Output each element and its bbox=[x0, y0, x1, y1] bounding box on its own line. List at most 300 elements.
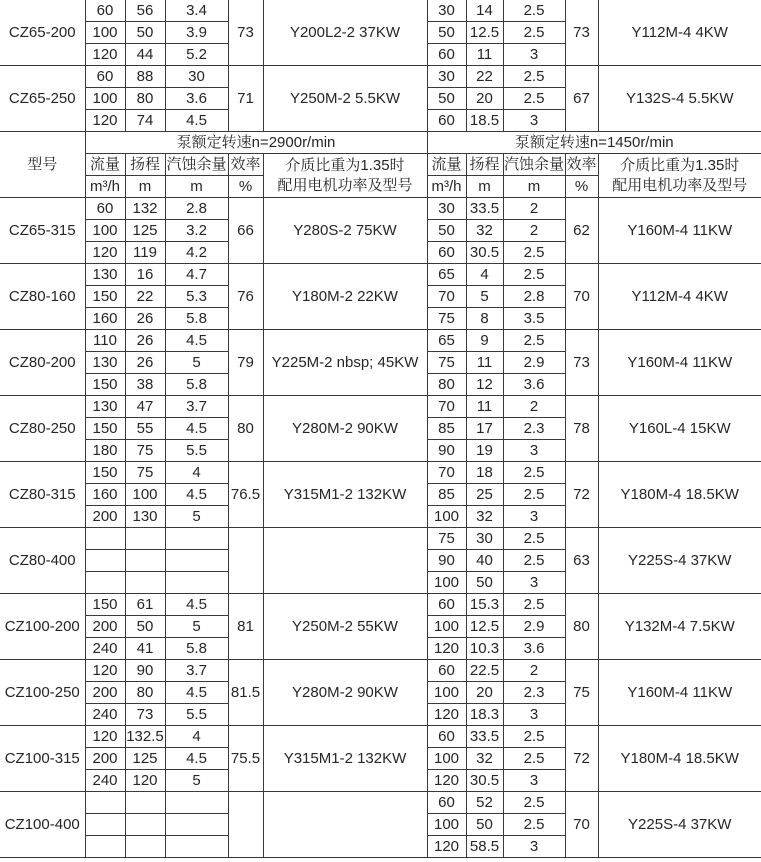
left-npsh-cell: 3.9 bbox=[165, 22, 228, 44]
right-npsh-cell: 3 bbox=[503, 704, 565, 726]
left-head-cell: 119 bbox=[125, 242, 165, 264]
left-efficiency-cell: 80 bbox=[228, 396, 263, 462]
left-head-cell bbox=[125, 792, 165, 814]
left-npsh-cell: 3.7 bbox=[165, 660, 228, 682]
right-flow-cell: 100 bbox=[427, 572, 466, 594]
right-flow-cell: 100 bbox=[427, 748, 466, 770]
right-motor-cell: Y132S-4 5.5KW bbox=[598, 66, 761, 132]
right-head-cell: 50 bbox=[466, 814, 503, 836]
right-head-cell: 22 bbox=[466, 66, 503, 88]
right-motor-cell: Y160M-4 11KW bbox=[598, 198, 761, 264]
right-npsh-cell: 2.5 bbox=[503, 242, 565, 264]
table-header-section bbox=[0, 132, 761, 198]
left-efficiency-cell: 75.5 bbox=[228, 726, 263, 792]
right-npsh-cell: 3 bbox=[503, 770, 565, 792]
right-efficiency-cell: 73 bbox=[565, 0, 598, 66]
left-npsh-cell bbox=[165, 792, 228, 814]
left-head-cell: 50 bbox=[125, 616, 165, 638]
right-motor-cell: Y180M-4 18.5KW bbox=[598, 726, 761, 792]
left-npsh-cell: 5.8 bbox=[165, 638, 228, 660]
left-motor-cell: Y250M-2 5.5KW bbox=[263, 66, 427, 132]
right-motor-header-line1: 介质比重为1.35时 bbox=[620, 156, 740, 174]
right-npsh-cell: 2.5 bbox=[503, 22, 565, 44]
right-flow-cell: 70 bbox=[427, 396, 466, 418]
right-head-cell: 58.5 bbox=[466, 836, 503, 858]
left-npsh-cell: 3.6 bbox=[165, 88, 228, 110]
left-npsh-cell: 30 bbox=[165, 66, 228, 88]
right-head-cell: 11 bbox=[466, 44, 503, 66]
right-flow-cell: 90 bbox=[427, 440, 466, 462]
left-npsh-cell: 3.4 bbox=[165, 0, 228, 22]
left-npsh-cell: 5 bbox=[165, 506, 228, 528]
right-head-cell: 52 bbox=[466, 792, 503, 814]
right-efficiency-cell: 67 bbox=[565, 66, 598, 132]
model-cell: CZ100-250 bbox=[0, 660, 85, 726]
left-flow-cell: 130 bbox=[85, 352, 125, 374]
left-motor-cell: Y280M-2 90KW bbox=[263, 660, 427, 726]
right-flow-cell: 90 bbox=[427, 550, 466, 572]
right-npsh-cell: 2.5 bbox=[503, 330, 565, 352]
left-efficiency-cell: 66 bbox=[228, 198, 263, 264]
left-flow-cell: 100 bbox=[85, 22, 125, 44]
left-head-cell: 56 bbox=[125, 0, 165, 22]
right-eff-header: 效率 bbox=[565, 154, 598, 176]
left-head-unit: m bbox=[125, 176, 165, 198]
left-npsh-unit: m bbox=[165, 176, 228, 198]
right-head-cell: 33.5 bbox=[466, 198, 503, 220]
right-npsh-cell: 3 bbox=[503, 506, 565, 528]
table-row bbox=[0, 792, 761, 814]
right-npsh-cell: 2.3 bbox=[503, 418, 565, 440]
left-head-cell: 75 bbox=[125, 440, 165, 462]
left-flow-cell: 120 bbox=[85, 726, 125, 748]
right-head-cell: 40 bbox=[466, 550, 503, 572]
left-flow-cell bbox=[85, 792, 125, 814]
right-head-header: 扬程 bbox=[466, 154, 503, 176]
left-npsh-cell: 5.5 bbox=[165, 704, 228, 726]
left-motor-cell: Y250M-2 55KW bbox=[263, 594, 427, 660]
left-motor-cell: Y315M1-2 132KW bbox=[263, 726, 427, 792]
right-npsh-cell: 2.5 bbox=[503, 88, 565, 110]
model-cell: CZ100-400 bbox=[0, 792, 85, 858]
left-head-cell: 74 bbox=[125, 110, 165, 132]
left-head-cell: 26 bbox=[125, 352, 165, 374]
left-npsh-cell: 3.7 bbox=[165, 396, 228, 418]
left-head-cell: 132.5 bbox=[125, 726, 165, 748]
right-head-cell: 25 bbox=[466, 484, 503, 506]
left-motor-cell bbox=[263, 528, 427, 594]
right-flow-cell: 100 bbox=[427, 506, 466, 528]
left-efficiency-cell: 73 bbox=[228, 0, 263, 66]
right-head-cell: 32 bbox=[466, 506, 503, 528]
right-efficiency-cell: 78 bbox=[565, 396, 598, 462]
right-flow-unit: m³/h bbox=[427, 176, 466, 198]
left-head-cell: 38 bbox=[125, 374, 165, 396]
right-motor-cell: Y180M-4 18.5KW bbox=[598, 462, 761, 528]
left-head-cell: 22 bbox=[125, 286, 165, 308]
table-row bbox=[0, 594, 761, 616]
left-motor-cell: Y180M-2 22KW bbox=[263, 264, 427, 330]
table-row bbox=[0, 264, 761, 286]
model-column-header: 型号 bbox=[0, 132, 85, 198]
right-motor-header-line2: 配用电机功率及型号 bbox=[612, 176, 748, 194]
left-head-cell: 100 bbox=[125, 484, 165, 506]
right-flow-cell: 60 bbox=[427, 242, 466, 264]
left-flow-cell: 150 bbox=[85, 418, 125, 440]
left-npsh-cell: 5 bbox=[165, 352, 228, 374]
right-motor-cell: Y160M-4 11KW bbox=[598, 330, 761, 396]
left-npsh-cell: 4.5 bbox=[165, 594, 228, 616]
left-npsh-cell: 5.8 bbox=[165, 308, 228, 330]
left-flow-cell bbox=[85, 528, 125, 550]
left-head-cell: 125 bbox=[125, 220, 165, 242]
left-motor-cell: Y280M-2 90KW bbox=[263, 396, 427, 462]
right-flow-header: 流量 bbox=[427, 154, 466, 176]
right-head-cell: 14 bbox=[466, 0, 503, 22]
right-flow-cell: 80 bbox=[427, 374, 466, 396]
left-flow-cell: 240 bbox=[85, 704, 125, 726]
right-flow-cell: 75 bbox=[427, 528, 466, 550]
right-npsh-cell: 2.5 bbox=[503, 748, 565, 770]
left-motor-header-line2: 配用电机功率及型号 bbox=[277, 176, 413, 194]
right-efficiency-cell: 75 bbox=[565, 660, 598, 726]
table-top-section bbox=[0, 0, 761, 132]
right-head-cell: 8 bbox=[466, 308, 503, 330]
right-npsh-cell: 3 bbox=[503, 110, 565, 132]
left-motor-cell bbox=[263, 792, 427, 858]
model-cell: CZ80-200 bbox=[0, 330, 85, 396]
right-efficiency-cell: 63 bbox=[565, 528, 598, 594]
left-speed-header: 泵额定转速n=2900r/min bbox=[85, 132, 427, 154]
right-head-cell: 32 bbox=[466, 220, 503, 242]
right-head-cell: 19 bbox=[466, 440, 503, 462]
right-head-cell: 30.5 bbox=[466, 770, 503, 792]
right-flow-cell: 30 bbox=[427, 0, 466, 22]
right-npsh-cell: 2.8 bbox=[503, 286, 565, 308]
right-flow-cell: 120 bbox=[427, 770, 466, 792]
right-efficiency-cell: 72 bbox=[565, 462, 598, 528]
right-flow-cell: 75 bbox=[427, 352, 466, 374]
right-motor-header bbox=[598, 154, 761, 198]
left-npsh-cell bbox=[165, 550, 228, 572]
model-cell: CZ65-200 bbox=[0, 0, 85, 66]
column-label-row bbox=[0, 154, 761, 176]
right-flow-cell: 75 bbox=[427, 308, 466, 330]
left-npsh-cell: 4 bbox=[165, 462, 228, 484]
left-npsh-cell bbox=[165, 814, 228, 836]
right-efficiency-cell: 72 bbox=[565, 726, 598, 792]
left-npsh-cell: 4.5 bbox=[165, 484, 228, 506]
right-npsh-cell: 2.5 bbox=[503, 0, 565, 22]
right-efficiency-cell: 73 bbox=[565, 330, 598, 396]
right-head-cell: 17 bbox=[466, 418, 503, 440]
right-flow-cell: 120 bbox=[427, 704, 466, 726]
right-efficiency-cell: 80 bbox=[565, 594, 598, 660]
right-flow-cell: 50 bbox=[427, 22, 466, 44]
left-flow-cell bbox=[85, 814, 125, 836]
left-head-header: 扬程 bbox=[125, 154, 165, 176]
left-head-cell: 16 bbox=[125, 264, 165, 286]
left-efficiency-cell: 71 bbox=[228, 66, 263, 132]
right-head-cell: 12 bbox=[466, 374, 503, 396]
left-flow-cell: 180 bbox=[85, 440, 125, 462]
left-efficiency-cell bbox=[228, 792, 263, 858]
left-flow-cell: 60 bbox=[85, 0, 125, 22]
right-npsh-cell: 2.5 bbox=[503, 814, 565, 836]
left-flow-cell: 60 bbox=[85, 66, 125, 88]
left-eff-unit: % bbox=[228, 176, 263, 198]
right-npsh-cell: 2.5 bbox=[503, 726, 565, 748]
left-head-cell: 130 bbox=[125, 506, 165, 528]
right-flow-cell: 30 bbox=[427, 66, 466, 88]
model-cell: CZ80-315 bbox=[0, 462, 85, 528]
left-motor-cell: Y280S-2 75KW bbox=[263, 198, 427, 264]
left-npsh-cell: 4.5 bbox=[165, 748, 228, 770]
left-flow-cell: 160 bbox=[85, 308, 125, 330]
right-efficiency-cell: 62 bbox=[565, 198, 598, 264]
left-flow-cell: 200 bbox=[85, 682, 125, 704]
left-head-cell: 120 bbox=[125, 770, 165, 792]
left-npsh-cell: 5 bbox=[165, 616, 228, 638]
right-head-cell: 18.3 bbox=[466, 704, 503, 726]
left-motor-header-line1: 介质比重为1.35时 bbox=[285, 156, 405, 174]
right-flow-cell: 60 bbox=[427, 594, 466, 616]
right-flow-cell: 60 bbox=[427, 110, 466, 132]
right-flow-cell: 60 bbox=[427, 792, 466, 814]
right-head-cell: 20 bbox=[466, 682, 503, 704]
right-flow-cell: 120 bbox=[427, 836, 466, 858]
right-head-cell: 18 bbox=[466, 462, 503, 484]
right-flow-cell: 65 bbox=[427, 264, 466, 286]
left-npsh-cell: 5.2 bbox=[165, 44, 228, 66]
right-head-cell: 4 bbox=[466, 264, 503, 286]
table-main-section bbox=[0, 198, 761, 858]
left-flow-cell bbox=[85, 836, 125, 858]
right-flow-cell: 100 bbox=[427, 814, 466, 836]
left-flow-cell: 200 bbox=[85, 616, 125, 638]
right-motor-cell: Y225S-4 37KW bbox=[598, 528, 761, 594]
right-flow-cell: 60 bbox=[427, 726, 466, 748]
left-head-cell: 132 bbox=[125, 198, 165, 220]
right-flow-cell: 70 bbox=[427, 286, 466, 308]
left-flow-cell: 200 bbox=[85, 506, 125, 528]
left-flow-cell: 150 bbox=[85, 286, 125, 308]
right-speed-header: 泵额定转速n=1450r/min bbox=[427, 132, 761, 154]
left-head-cell: 61 bbox=[125, 594, 165, 616]
left-efficiency-cell: 76.5 bbox=[228, 462, 263, 528]
left-head-cell: 50 bbox=[125, 22, 165, 44]
right-flow-cell: 70 bbox=[427, 462, 466, 484]
right-head-cell: 10.3 bbox=[466, 638, 503, 660]
left-flow-cell: 160 bbox=[85, 484, 125, 506]
right-motor-cell: Y160M-4 11KW bbox=[598, 660, 761, 726]
model-cell: CZ80-400 bbox=[0, 528, 85, 594]
right-npsh-cell: 3 bbox=[503, 572, 565, 594]
right-flow-cell: 30 bbox=[427, 198, 466, 220]
left-head-cell: 75 bbox=[125, 462, 165, 484]
model-cell: CZ65-315 bbox=[0, 198, 85, 264]
left-head-cell: 73 bbox=[125, 704, 165, 726]
right-npsh-cell: 2.9 bbox=[503, 616, 565, 638]
left-head-cell: 47 bbox=[125, 396, 165, 418]
right-head-unit: m bbox=[466, 176, 503, 198]
right-flow-cell: 85 bbox=[427, 484, 466, 506]
right-motor-cell: Y160L-4 15KW bbox=[598, 396, 761, 462]
left-efficiency-cell: 79 bbox=[228, 330, 263, 396]
right-npsh-cell: 2 bbox=[503, 220, 565, 242]
right-eff-unit: % bbox=[565, 176, 598, 198]
left-head-cell: 80 bbox=[125, 682, 165, 704]
left-head-cell: 88 bbox=[125, 66, 165, 88]
right-head-cell: 50 bbox=[466, 572, 503, 594]
right-npsh-cell: 3.5 bbox=[503, 308, 565, 330]
right-head-cell: 15.3 bbox=[466, 594, 503, 616]
left-flow-cell: 130 bbox=[85, 396, 125, 418]
left-head-cell: 26 bbox=[125, 330, 165, 352]
left-npsh-cell: 4.5 bbox=[165, 330, 228, 352]
right-npsh-cell: 2.3 bbox=[503, 682, 565, 704]
left-flow-cell: 130 bbox=[85, 264, 125, 286]
left-motor-cell: Y200L2-2 37KW bbox=[263, 0, 427, 66]
right-flow-cell: 60 bbox=[427, 660, 466, 682]
left-npsh-cell bbox=[165, 572, 228, 594]
right-head-cell: 9 bbox=[466, 330, 503, 352]
table-row bbox=[0, 66, 761, 88]
left-flow-cell: 60 bbox=[85, 198, 125, 220]
left-head-cell: 41 bbox=[125, 638, 165, 660]
model-cell: CZ100-315 bbox=[0, 726, 85, 792]
right-npsh-cell: 2.5 bbox=[503, 484, 565, 506]
right-npsh-cell: 2.5 bbox=[503, 462, 565, 484]
right-flow-cell: 50 bbox=[427, 88, 466, 110]
left-head-cell bbox=[125, 836, 165, 858]
right-head-cell: 33.5 bbox=[466, 726, 503, 748]
model-cell: CZ100-200 bbox=[0, 594, 85, 660]
left-npsh-cell: 5 bbox=[165, 770, 228, 792]
left-flow-cell: 120 bbox=[85, 660, 125, 682]
right-npsh-cell: 2.5 bbox=[503, 66, 565, 88]
right-flow-cell: 100 bbox=[427, 616, 466, 638]
right-motor-cell: Y132M-4 7.5KW bbox=[598, 594, 761, 660]
left-efficiency-cell: 81 bbox=[228, 594, 263, 660]
right-head-cell: 5 bbox=[466, 286, 503, 308]
right-npsh-cell: 2.5 bbox=[503, 528, 565, 550]
left-flow-cell: 150 bbox=[85, 462, 125, 484]
table-row bbox=[0, 0, 761, 22]
left-motor-cell: Y315M1-2 132KW bbox=[263, 462, 427, 528]
table-row bbox=[0, 330, 761, 352]
left-head-cell bbox=[125, 572, 165, 594]
left-efficiency-cell: 76 bbox=[228, 264, 263, 330]
right-head-cell: 32 bbox=[466, 748, 503, 770]
left-motor-header bbox=[263, 154, 427, 198]
right-npsh-cell: 3.6 bbox=[503, 374, 565, 396]
left-flow-cell bbox=[85, 572, 125, 594]
left-motor-cell: Y225M-2 nbsp; 45KW bbox=[263, 330, 427, 396]
table-row bbox=[0, 462, 761, 484]
left-flow-cell: 240 bbox=[85, 770, 125, 792]
model-cell: CZ65-250 bbox=[0, 66, 85, 132]
left-npsh-cell: 5.5 bbox=[165, 440, 228, 462]
left-head-cell bbox=[125, 814, 165, 836]
left-head-cell: 55 bbox=[125, 418, 165, 440]
left-flow-cell: 240 bbox=[85, 638, 125, 660]
left-npsh-cell: 4.5 bbox=[165, 418, 228, 440]
left-npsh-cell: 4.5 bbox=[165, 110, 228, 132]
right-flow-cell: 65 bbox=[427, 330, 466, 352]
left-head-cell: 26 bbox=[125, 308, 165, 330]
right-npsh-cell: 3 bbox=[503, 440, 565, 462]
model-cell: CZ80-160 bbox=[0, 264, 85, 330]
left-npsh-cell: 5.8 bbox=[165, 374, 228, 396]
right-npsh-cell: 3.6 bbox=[503, 638, 565, 660]
right-motor-cell: Y225S-4 37KW bbox=[598, 792, 761, 858]
right-head-cell: 12.5 bbox=[466, 616, 503, 638]
right-head-cell: 12.5 bbox=[466, 22, 503, 44]
right-npsh-cell: 2.9 bbox=[503, 352, 565, 374]
left-npsh-cell: 3.2 bbox=[165, 220, 228, 242]
right-npsh-cell: 3 bbox=[503, 44, 565, 66]
right-flow-cell: 85 bbox=[427, 418, 466, 440]
right-flow-cell: 60 bbox=[427, 44, 466, 66]
left-flow-cell: 200 bbox=[85, 748, 125, 770]
right-npsh-cell: 2 bbox=[503, 198, 565, 220]
left-flow-cell bbox=[85, 550, 125, 572]
left-npsh-cell: 2.8 bbox=[165, 198, 228, 220]
left-npsh-cell: 5.3 bbox=[165, 286, 228, 308]
left-flow-cell: 120 bbox=[85, 110, 125, 132]
left-flow-unit: m³/h bbox=[85, 176, 125, 198]
left-npsh-cell bbox=[165, 528, 228, 550]
right-npsh-cell: 2.5 bbox=[503, 792, 565, 814]
left-head-cell bbox=[125, 528, 165, 550]
left-npsh-header: 汽蚀余量 bbox=[165, 154, 228, 176]
speed-header-row bbox=[0, 132, 761, 154]
left-flow-cell: 100 bbox=[85, 220, 125, 242]
right-npsh-cell: 2.5 bbox=[503, 550, 565, 572]
right-head-cell: 20 bbox=[466, 88, 503, 110]
right-npsh-unit: m bbox=[503, 176, 565, 198]
right-flow-cell: 120 bbox=[427, 638, 466, 660]
left-efficiency-cell bbox=[228, 528, 263, 594]
left-head-cell: 125 bbox=[125, 748, 165, 770]
right-flow-cell: 50 bbox=[427, 220, 466, 242]
right-head-cell: 11 bbox=[466, 352, 503, 374]
table-row bbox=[0, 660, 761, 682]
right-head-cell: 18.5 bbox=[466, 110, 503, 132]
left-efficiency-cell: 81.5 bbox=[228, 660, 263, 726]
right-head-cell: 30.5 bbox=[466, 242, 503, 264]
left-flow-cell: 150 bbox=[85, 594, 125, 616]
right-motor-cell: Y112M-4 4KW bbox=[598, 264, 761, 330]
right-head-cell: 30 bbox=[466, 528, 503, 550]
right-npsh-cell: 2.5 bbox=[503, 264, 565, 286]
left-npsh-cell: 4.5 bbox=[165, 682, 228, 704]
left-flow-cell: 150 bbox=[85, 374, 125, 396]
left-npsh-cell: 4.7 bbox=[165, 264, 228, 286]
left-flow-cell: 100 bbox=[85, 88, 125, 110]
model-cell: CZ80-250 bbox=[0, 396, 85, 462]
left-flow-cell: 120 bbox=[85, 44, 125, 66]
right-npsh-cell: 3 bbox=[503, 836, 565, 858]
right-npsh-cell: 2 bbox=[503, 660, 565, 682]
table-row bbox=[0, 528, 761, 550]
left-flow-header: 流量 bbox=[85, 154, 125, 176]
right-efficiency-cell: 70 bbox=[565, 264, 598, 330]
right-head-cell: 11 bbox=[466, 396, 503, 418]
right-npsh-header: 汽蚀余量 bbox=[503, 154, 565, 176]
left-npsh-cell: 4.2 bbox=[165, 242, 228, 264]
